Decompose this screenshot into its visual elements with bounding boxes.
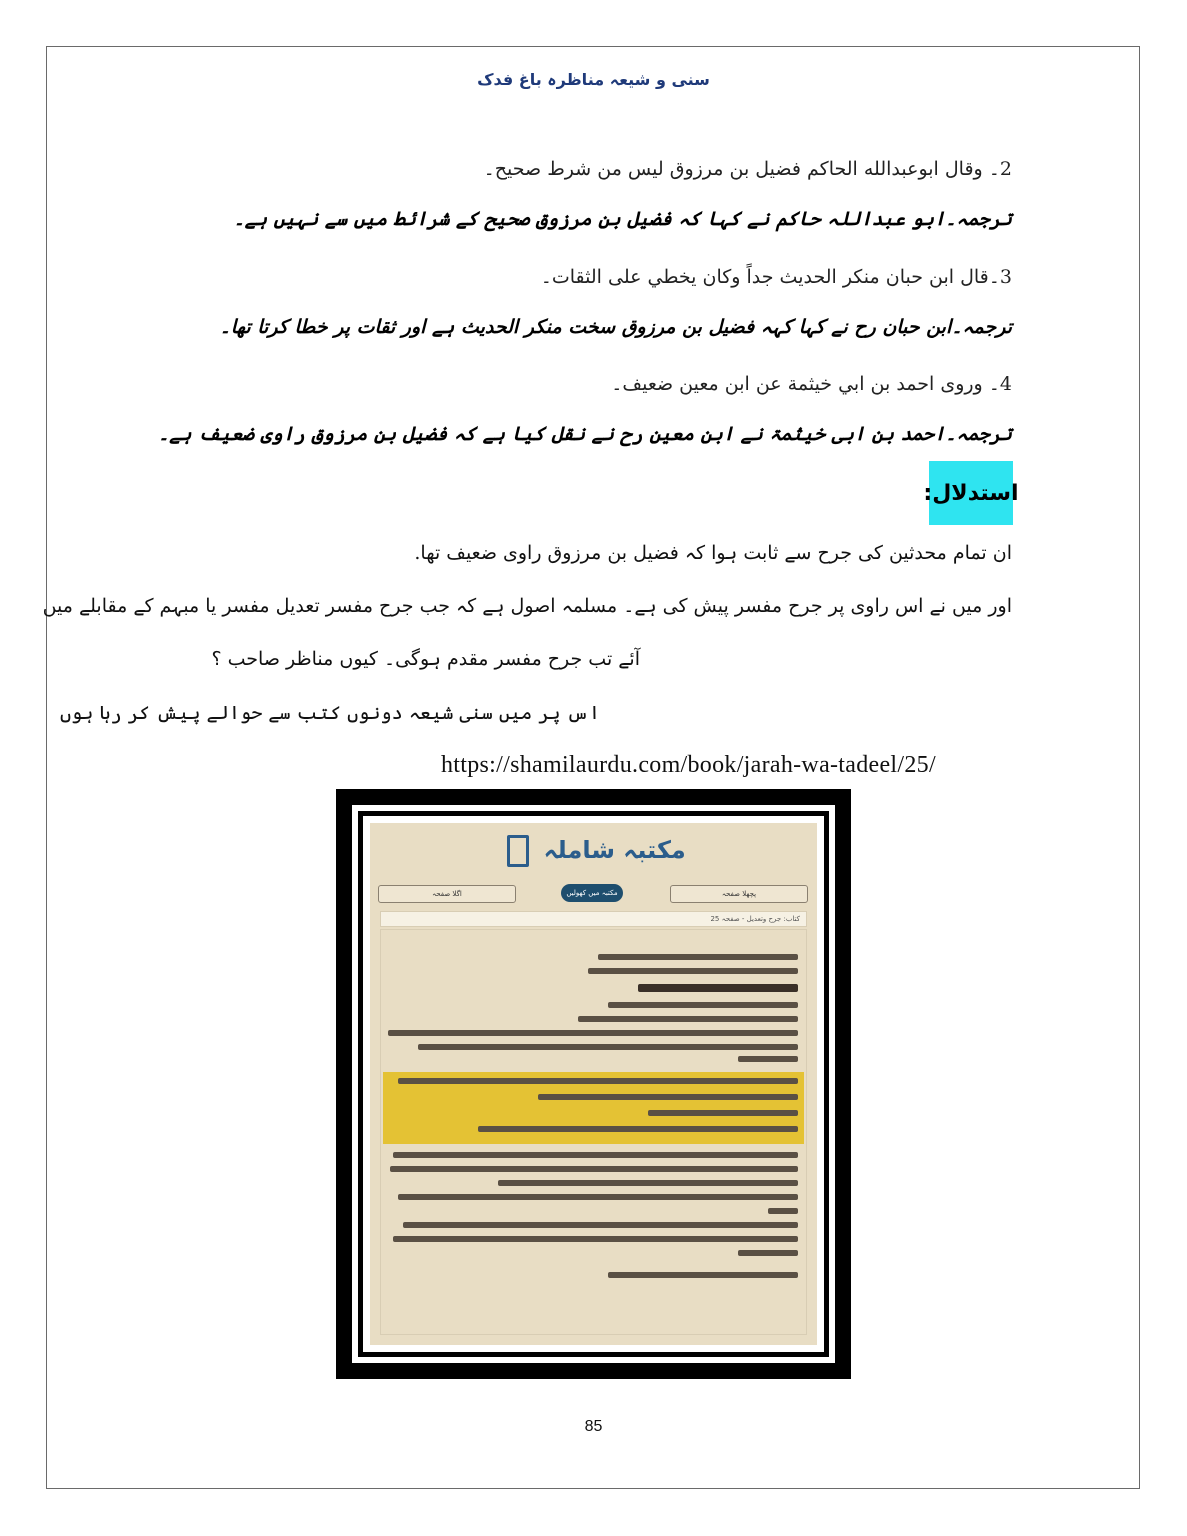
paragraph-1: ان تمام محدثین کی جرح سے ثابت ہوا کہ فضیل بن مرزوق راوی ضعیف تھا. xyxy=(414,542,1012,564)
page-header-title: سنی و شیعہ مناظرہ باغ فدک xyxy=(477,70,710,89)
page-number: 85 xyxy=(584,1418,603,1435)
quote-3-translation: ترجمہ۔ابن حبان رح نے کہا کہہ فضیل بن مرزوق سخت منکر الحدیث ہے اور ثقات پر خطا کرتا تھا۔ xyxy=(219,316,1012,338)
embedded-screenshot xyxy=(336,789,851,1379)
screenshot-text-body xyxy=(380,929,807,1335)
quote-4-arabic: 4۔ وروى احمد بن ابي خيثمة عن ابن معين ضعيف۔ xyxy=(611,373,1012,395)
paragraph-2a: اور میں نے اس راوی پر جرح مفسر پیش کی ہے۔ مسلمہ اصول ہے کہ جب جرح مفسر تعدیل مفسر یا مبہم کے مقابلے میں xyxy=(42,595,1012,617)
quote-3-arabic: 3۔قال ابن حبان منكر الحديث جداً وكان يخطي على الثقات۔ xyxy=(540,266,1012,288)
paragraph-2b: آئے تب جرح مفسر مقدم ہوگی۔ کیوں مناظر صاحب ؟ xyxy=(211,648,640,670)
section-heading: استدلال: xyxy=(929,461,1013,525)
screenshot-page xyxy=(370,823,817,1345)
quote-2-translation: ترجمہ۔ابو عبداللہ حاکم نے کہا کہ فضیل بن مرزوق صحیح کے شرائط میں سے نہیں ہے۔ xyxy=(233,208,1012,230)
shamila-logo xyxy=(370,835,817,875)
quote-4-translation: ترجمہ۔احمد بن ابی خیثمۃ نے ابن معین رح نے نقل کیا ہے کہ فضیل بن مرزوق راوی ضعیف ہے۔ xyxy=(158,423,1012,445)
paragraph-3: اس پر میں سنی شیعہ دونوں کتب سے حوالے پیش کر رہا ہوں xyxy=(59,702,600,724)
logo-text: مکتبہ شاملہ xyxy=(543,836,686,864)
open-in-library-button[interactable]: مکتبہ میں کھولیں xyxy=(561,884,623,902)
prev-page-button[interactable]: پچھلا صفحہ xyxy=(670,885,808,903)
next-page-button[interactable]: اگلا صفحہ xyxy=(378,885,516,903)
quote-2-arabic: 2۔ وقال ابوعبدالله الحاكم فضيل بن مرزوق ليس من شرط صحيح۔ xyxy=(483,158,1012,180)
book-icon xyxy=(507,835,529,867)
screenshot-breadcrumb: کتاب: جرح وتعدیل - صفحہ 25 xyxy=(380,911,807,927)
source-link[interactable]: https://shamilaurdu.com/book/jarah-wa-tadeel/25/ xyxy=(441,752,936,778)
